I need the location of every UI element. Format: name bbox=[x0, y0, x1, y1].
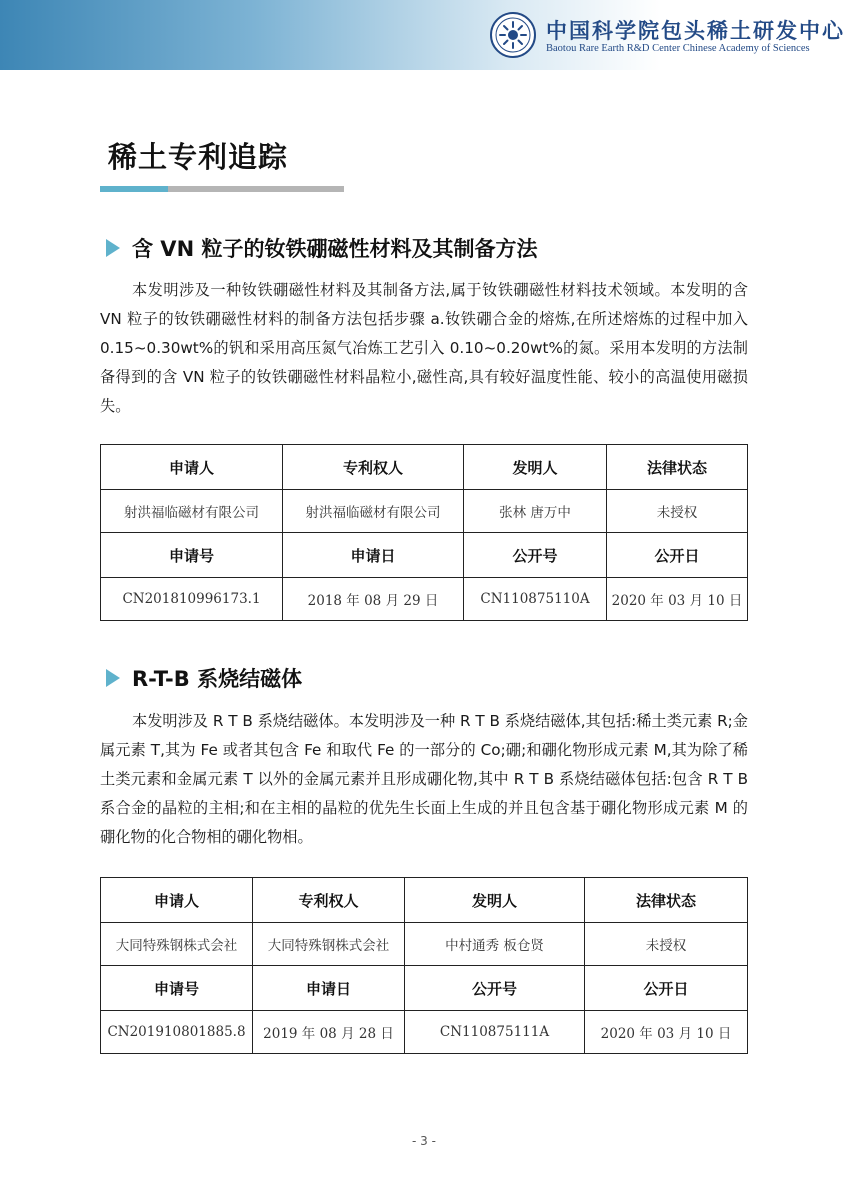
header-application-date: 申请日 bbox=[253, 966, 405, 1011]
cell-patentee: 射洪福临磁材有限公司 bbox=[283, 490, 464, 533]
header-inventor: 发明人 bbox=[405, 878, 585, 923]
cell-inventor: 中村通秀 板仓贤 bbox=[405, 923, 585, 966]
cas-emblem-icon bbox=[490, 12, 536, 58]
header-application-no: 申请号 bbox=[101, 533, 283, 578]
header-publication-date: 公开日 bbox=[607, 533, 748, 578]
header-application-date: 申请日 bbox=[283, 533, 464, 578]
header-publication-date: 公开日 bbox=[585, 966, 748, 1011]
cell-patentee: 大同特殊钢株式会社 bbox=[253, 923, 405, 966]
header-application-no: 申请号 bbox=[101, 966, 253, 1011]
table-header-row bbox=[101, 878, 748, 923]
table-row bbox=[101, 1011, 748, 1054]
cell-inventor: 张林 唐万中 bbox=[464, 490, 607, 533]
cell-publication-no: CN110875110A bbox=[464, 578, 607, 621]
header-applicant: 申请人 bbox=[101, 445, 283, 490]
org-logo bbox=[490, 12, 848, 62]
header-patentee: 专利权人 bbox=[283, 445, 464, 490]
table-row bbox=[101, 490, 748, 533]
triangle-bullet-icon bbox=[106, 669, 120, 687]
header-publication-no: 公开号 bbox=[464, 533, 607, 578]
header-inventor: 发明人 bbox=[464, 445, 607, 490]
header-legal-status: 法律状态 bbox=[607, 445, 748, 490]
title-underline-accent bbox=[100, 186, 168, 192]
triangle-bullet-icon bbox=[106, 239, 120, 257]
patent-title: R-T-B 系烧结磁体 bbox=[132, 667, 303, 691]
section-title: 稀土专利追踪 bbox=[108, 140, 289, 174]
patent-abstract: 本发明涉及 R T B 系烧结磁体。本发明涉及一种 R T B 系烧结磁体,其包括:稀土类元素 R;金属元素 T,其为 Fe 或者其包含 Fe 和取代 Fe 的一部分的 Co;硼;和硼化物形成元素 M,其为除了稀土类元素和金属元素 T 以外的金属元素并且形成硼化物,其中 R T B 系烧结磁体包括:包含 R T B 系合金的晶粒的主相;和在主相的晶粒的优先生长面上生成的并且包含基于硼化物形成元素 M 的硼化物的化合物相的硼化物相。 bbox=[100, 712, 748, 846]
table-row bbox=[101, 923, 748, 966]
table-header-row bbox=[101, 966, 748, 1011]
cell-legal-status: 未授权 bbox=[585, 923, 748, 966]
cell-publication-date: 2020 年 03 月 10 日 bbox=[585, 1011, 748, 1054]
cell-publication-no: CN110875111A bbox=[405, 1011, 585, 1054]
patent-abstract: 本发明涉及一种钕铁硼磁性材料及其制备方法,属于钕铁硼磁性材料技术领域。本发明的含 VN 粒子的钕铁硼磁性材料的制备方法包括步骤 a.钕铁硼合金的熔炼,在所述熔炼的过程中加入 0.15~0.30wt%的钒和采用高压氮气冶炼工艺引入 0.10~0.20wt%的氮。采用本发明的方法制备得到的含 VN 粒子的钕铁硼磁性材料晶粒小,磁性高,具有较好温度性能、较小的高温使用磁损失。 bbox=[100, 281, 748, 415]
page-number: - 3 - bbox=[412, 1134, 436, 1148]
cell-application-date: 2018 年 08 月 29 日 bbox=[283, 578, 464, 621]
org-name-en: Baotou Rare Earth R&D Center Chinese Academy of Sciences bbox=[546, 43, 810, 54]
table-header-row bbox=[101, 533, 748, 578]
header-legal-status: 法律状态 bbox=[585, 878, 748, 923]
header-patentee: 专利权人 bbox=[253, 878, 405, 923]
table-header-row bbox=[101, 445, 748, 490]
org-name-cn: 中国科学院包头稀土研发中心 bbox=[546, 18, 845, 43]
header-applicant: 申请人 bbox=[101, 878, 253, 923]
table-row bbox=[101, 578, 748, 621]
patent-info-table bbox=[100, 444, 748, 621]
patent-title: 含 VN 粒子的钕铁硼磁性材料及其制备方法 bbox=[132, 237, 538, 261]
title-underline-gray bbox=[168, 186, 344, 192]
cell-application-no: CN201810996173.1 bbox=[101, 578, 283, 621]
cell-application-date: 2019 年 08 月 28 日 bbox=[253, 1011, 405, 1054]
cell-application-no: CN201910801885.8 bbox=[101, 1011, 253, 1054]
cell-legal-status: 未授权 bbox=[607, 490, 748, 533]
patent-info-table bbox=[100, 877, 748, 1054]
cell-publication-date: 2020 年 03 月 10 日 bbox=[607, 578, 748, 621]
cell-applicant: 大同特殊钢株式会社 bbox=[101, 923, 253, 966]
cell-applicant: 射洪福临磁材有限公司 bbox=[101, 490, 283, 533]
header-publication-no: 公开号 bbox=[405, 966, 585, 1011]
